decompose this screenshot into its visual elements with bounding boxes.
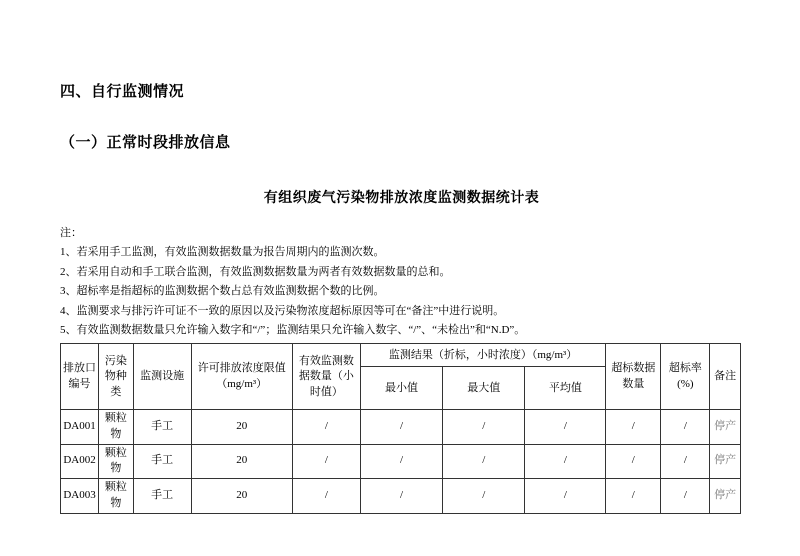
cell-remark: 停产 xyxy=(710,444,741,478)
section-heading: 四、自行监测情况 xyxy=(60,84,185,100)
col-header-outlet-id: 排放口编号 xyxy=(61,344,99,410)
cell-remark: 停产 xyxy=(710,410,741,444)
note-item-3: 3、超标率是指超标的监测数据个数占总有效监测数据个数的比例。 xyxy=(60,285,385,298)
monitoring-data-table xyxy=(60,343,741,513)
cell-outlet-id: DA002 xyxy=(61,444,99,478)
table-row xyxy=(61,478,741,513)
cell-valid-count: / xyxy=(292,410,360,444)
cell-min: / xyxy=(360,444,442,478)
cell-avg: / xyxy=(525,478,606,513)
col-header-avg: 平均值 xyxy=(525,367,606,410)
cell-outlet-id: DA003 xyxy=(61,478,99,513)
col-header-result-group: 监测结果（折标，小时浓度）（mg/m³） xyxy=(360,344,605,367)
cell-min: / xyxy=(360,410,442,444)
cell-limit: 20 xyxy=(191,478,292,513)
cell-exceed-count: / xyxy=(606,478,661,513)
subsection-heading: （一）正常时段排放信息 xyxy=(60,135,231,151)
cell-exceed-rate: / xyxy=(661,444,710,478)
table-title: 有组织废气污染物排放浓度监测数据统计表 xyxy=(263,191,540,206)
cell-exceed-rate: / xyxy=(661,478,710,513)
cell-facility: 手工 xyxy=(133,478,191,513)
col-header-facility: 监测设施 xyxy=(133,344,191,410)
cell-max: / xyxy=(443,444,525,478)
note-item-2: 2、若采用自动和手工联合监测，有效监测数据数量为两者有效数据数量的总和。 xyxy=(60,265,451,278)
cell-limit: 20 xyxy=(191,410,292,444)
col-header-exceed-count: 超标数据数量 xyxy=(606,344,661,410)
col-header-max: 最大值 xyxy=(443,367,525,410)
cell-facility: 手工 xyxy=(133,410,191,444)
cell-max: / xyxy=(443,478,525,513)
cell-pollutant: 颗粒物 xyxy=(99,410,134,444)
col-header-exceed-rate: 超标率(%) xyxy=(661,344,710,410)
cell-avg: / xyxy=(525,410,606,444)
cell-max: / xyxy=(443,410,525,444)
col-header-min: 最小值 xyxy=(360,367,442,410)
col-header-pollutant-type: 污染物种类 xyxy=(99,344,134,410)
cell-facility: 手工 xyxy=(133,444,191,478)
col-header-permitted-limit: 许可排放浓度限值（mg/m³） xyxy=(191,344,292,410)
note-item-5: 5、有效监测数据数量只允许输入数字和“/”；监测结果只允许输入数字、“/”、“未检出”和“N.D”。 xyxy=(60,324,526,337)
col-header-remark: 备注 xyxy=(710,344,741,410)
cell-exceed-count: / xyxy=(606,444,661,478)
cell-exceed-count: / xyxy=(606,410,661,444)
cell-avg: / xyxy=(525,444,606,478)
cell-exceed-rate: / xyxy=(661,410,710,444)
cell-min: / xyxy=(360,478,442,513)
notes-label: 注： xyxy=(60,227,82,239)
cell-pollutant: 颗粒物 xyxy=(99,444,134,478)
cell-valid-count: / xyxy=(292,444,360,478)
cell-valid-count: / xyxy=(292,478,360,513)
note-item-1: 1、若采用手工监测，有效监测数据数量为报告周期内的监测次数。 xyxy=(60,246,385,259)
header-row-group xyxy=(61,344,741,367)
col-header-valid-data-count: 有效监测数据数量（小时值） xyxy=(292,344,360,410)
note-item-4: 4、监测要求与排污许可证不一致的原因以及污染物浓度超标原因等可在“备注”中进行说明。 xyxy=(60,304,505,317)
cell-remark: 停产 xyxy=(710,478,741,513)
table-row xyxy=(61,444,741,478)
cell-limit: 20 xyxy=(191,444,292,478)
notes-block xyxy=(60,224,743,340)
table-row xyxy=(61,410,741,444)
cell-outlet-id: DA001 xyxy=(61,410,99,444)
cell-pollutant: 颗粒物 xyxy=(99,478,134,513)
